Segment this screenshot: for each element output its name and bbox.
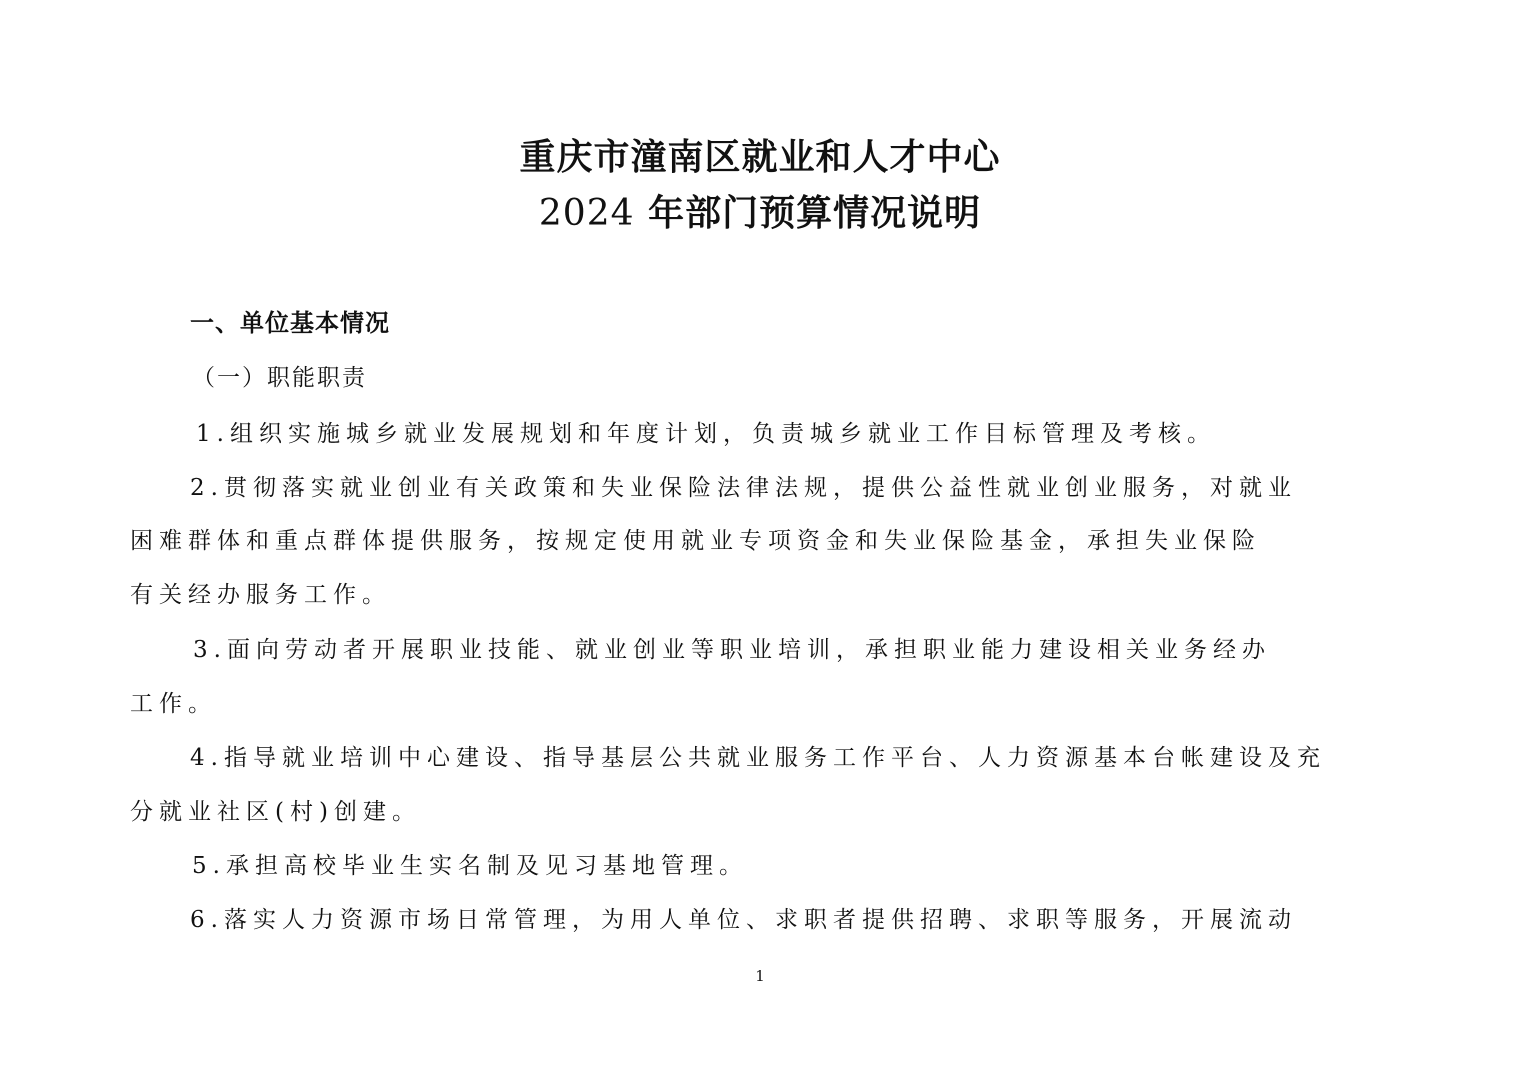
paragraph-line: 1.组织实施城乡就业发展规划和年度计划，负责城乡就业工作目标管理及考核。 — [196, 421, 1216, 447]
paragraph-line: 分就业社区(村)创建。 — [130, 799, 421, 825]
title-year: 2024 — [538, 193, 635, 234]
paragraph-line: 6.落实人力资源市场日常管理，为用人单位、求职者提供招聘、求职等服务，开展流动 — [190, 907, 1297, 933]
paragraph-line: 4.指导就业培训中心建设、指导基层公共就业服务工作平台、人力资源基本台帐建设及充 — [190, 745, 1326, 771]
paragraph-line: 2.贯彻落实就业创业有关政策和失业保险法律法规，提供公益性就业创业服务，对就业 — [190, 475, 1297, 501]
paragraph-line: 困难群体和重点群体提供服务，按规定使用就业专项资金和失业保险基金，承担失业保险 — [130, 528, 1261, 554]
paragraph-line: 有关经办服务工作。 — [130, 582, 391, 608]
document-title-line2 — [0, 193, 1520, 234]
paragraph-line: 5.承担高校毕业生实名制及见习基地管理。 — [192, 853, 748, 879]
document-title-line1: 重庆市潼南区就业和人才中心 — [519, 136, 1001, 178]
section-heading-basic-info: 一、单位基本情况 — [190, 308, 390, 337]
subsection-heading-duties: （一）职能职责 — [192, 365, 367, 391]
paragraph-line: 工作。 — [130, 691, 217, 717]
page-number: 1 — [755, 967, 765, 985]
title-rest: 年部门预算情况说明 — [634, 192, 982, 234]
paragraph-line: 3.面向劳动者开展职业技能、就业创业等职业培训，承担职业能力建设相关业务经办 — [193, 637, 1271, 663]
